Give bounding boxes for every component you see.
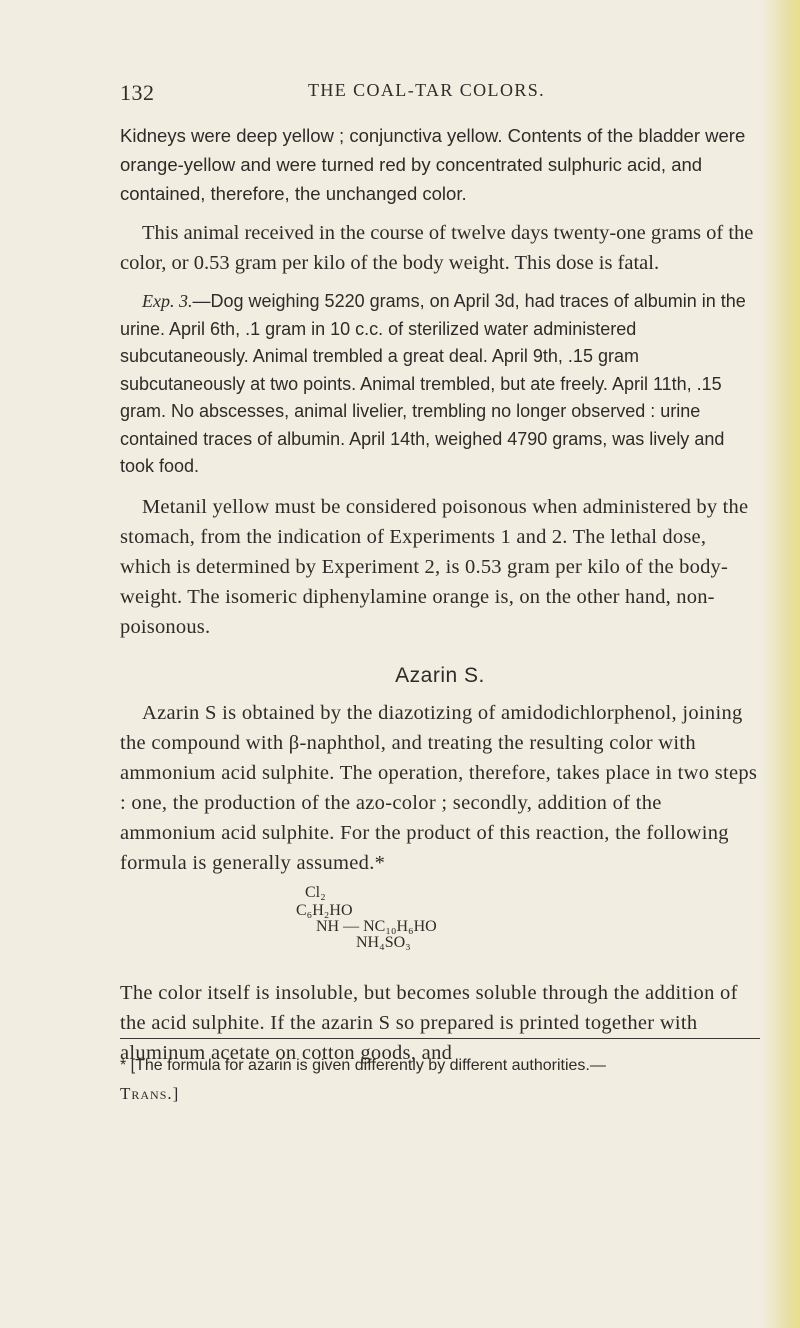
page-edge-shading	[762, 0, 800, 1328]
experiment-text: —Dog weighing 5220 grams, on April 3d, had traces of albumin in the urine. April 6th, .1 gram in 10 c.c. of sterilized water administered subcutaneously. Animal trembled a great deal. April 9th, .15 gram subcutaneously at two points. Animal trembled, but ate freely. April 11th, .15 gram. No abscesses, animal livelier, trembling no longer observed : urine contained traces of albumin. April 14th, weighed 4790 grams, was lively and took food.	[120, 291, 746, 476]
formula-line-1: Cl₂	[305, 883, 326, 901]
paragraph-dose: This animal received in the course of twelve days twenty-one grams of the color, or 0.53 gram per kilo of the body weight. This dose is fatal.	[120, 222, 754, 274]
paragraph-kidneys: Kidneys were deep yellow ; conjunctiva yellow. Contents of the bladder were orange-yellow and were turned red by concentrated sulphuric acid, and contained, therefore, the unchanged color.	[120, 125, 746, 204]
footnote-text: * [The formula for azarin is given differently by different authorities.—	[120, 1057, 606, 1074]
section-title: Azarin S.	[395, 663, 485, 687]
experiment-label: Exp. 3.	[142, 291, 193, 311]
running-head: THE COAL-TAR COLORS.	[308, 80, 546, 100]
formula-line-3: NH — NC₁₀H₆HO	[316, 917, 437, 935]
chemical-formula	[120, 878, 760, 978]
formula-line-2: C₆H₂HO	[296, 901, 353, 919]
page-number: 132	[120, 80, 155, 105]
paragraph-metanil: Metanil yellow must be considered poisonous when administered by the stomach, from the indication of Experiments 1 and 2. The lethal dose, which is determined by Experiment 2, is 0.53 gram per kilo of the body-weight. The isomeric diphenylamine orange is, on the other hand, non-poisonous.	[120, 495, 749, 638]
footnote	[120, 1052, 760, 1109]
paragraph-azarin: Azarin S is obtained by the diazotizing of amidodichlorphenol, joining the compound with β-naphthol, and treating the resulting color with ammonium acid sulphite. The operation, therefore, takes place in two steps : one, the production of the azo-color ; secondly, addition of the ammonium acid sulphite. For the product of this reaction, the following formula is generally assumed.*	[120, 701, 758, 874]
paragraph-color-soluble: The color itself is insoluble, but becomes soluble through the addition of the acid sulphite. If the azarin S so prepared is printed together with aluminum acetate on cotton goods, and	[120, 981, 738, 1064]
footnote-translator-mark: Trans.]	[120, 1084, 180, 1103]
formula-line-4: NH₄SO₃	[356, 933, 411, 951]
page-header	[120, 80, 740, 110]
paragraph-experiment-3	[120, 288, 760, 481]
footnote-divider	[120, 1038, 760, 1039]
page-body	[120, 121, 760, 1068]
